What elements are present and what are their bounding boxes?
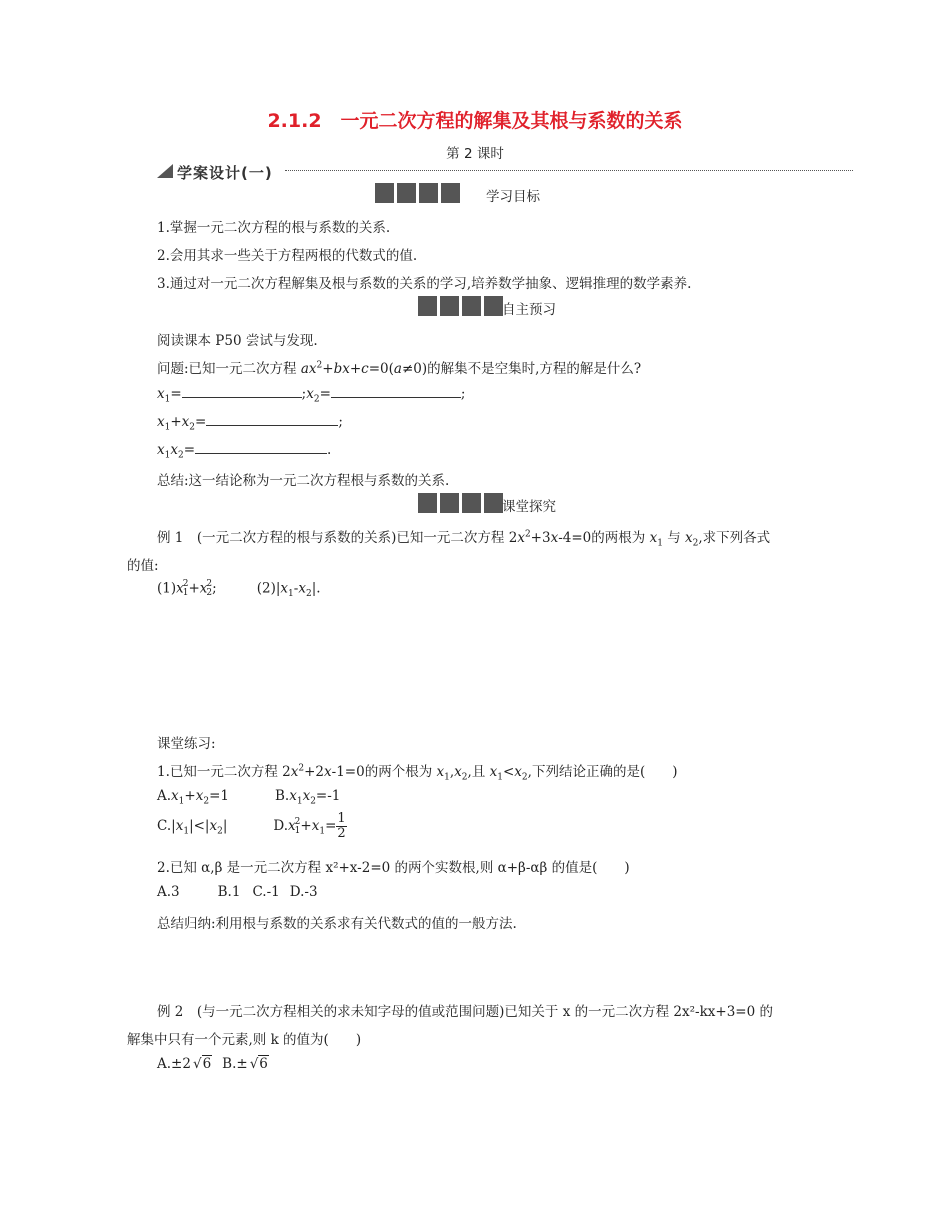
banner-dotted-line [285,170,853,171]
practice-summary: 总结归纳:利用根与系数的关系求有关代数式的值的一般方法. [157,916,517,932]
section-heading-goals [375,183,565,203]
practice-heading: 课堂练习: [157,736,216,752]
heading-block-icon [418,296,437,316]
heading-block-icon [419,183,438,203]
page-subtitle: 第 2 课时 [446,146,504,162]
section-heading-explore [418,493,578,513]
example1-line1: 例 1 (一元二次方程的根与系数的关系)已知一元二次方程 $2x^2+3x-4=0$的两根为 $x_1$ 与 $x_2$,求下列各式 [157,529,771,549]
heading-block-icon [440,296,459,316]
section-title: 学习目标 [486,189,540,205]
heading-block-icon [484,493,503,513]
heading-block-icon [484,296,503,316]
preview-summary: 总结:这一结论称为一元二次方程根与系数的关系. [157,473,450,489]
section-title: 自主预习 [502,302,556,318]
blank-product: $x_1x_2=$ . [157,442,332,461]
practice-q1-options-cd: $C.|x_1|<|x_2|$ D.x 2 1 $+x_1=$ $\frac{1}{2}$ [157,811,346,841]
preview-question: 问题:已知一元二次方程 $ax^2+bx+c=0(a\ne 0)$的解集不是空集时,方程的解是什么? [157,360,642,377]
section-banner [157,162,853,182]
fill-blank[interactable] [331,385,461,398]
heading-block-icon [440,493,459,513]
goal-item: 3.通过对一元二次方程解集及根与系数的关系的学习,培养数学抽象、逻辑推理的数学素养. [157,276,692,292]
section-heading-preview [418,296,578,316]
banner-label: 学案设计(一) [177,164,273,182]
practice-q2: 2.已知 α,β 是一元二次方程 x²+x-2=0 的两个实数根,则 α+β-αβ 的值是( ) [157,860,630,876]
blank-x1-x2: $x_1=$ $;x_2=$ ; [157,386,466,405]
banner-triangle-icon [157,164,173,178]
heading-block-icon [462,296,481,316]
heading-block-icon [441,183,460,203]
blank-sum: $x_1+x_2=$ ; [157,414,343,433]
goal-item: 1.掌握一元二次方程的根与系数的关系. [157,220,391,236]
example1-parts: (1)x 2 1 +x 2 2 ; $(2)|x_1-x_2|$. [157,579,321,600]
practice-q1: 1.已知一元二次方程 $2x^2+2x-1=0$的两个根为 $x_1,x_2$,且 $x_1<x_2$,下列结论正确的是( ) [157,763,678,783]
page-title: 2.1.2 一元二次方程的解集及其根与系数的关系 [267,110,683,132]
practice-q2-options: A.3 B.1 C.-1 D.-3 [157,884,318,900]
section-title: 课堂探究 [502,499,556,515]
heading-block-icon [375,183,394,203]
example2-line1: 例 2 (与一元二次方程相关的求未知字母的值或范围问题)已知关于 x 的一元二次方程 2x²-kx+3=0 的 [157,1004,773,1020]
practice-q1-options-ab: $A.x_1+x_2=1$ $B.x_1x_2=-1$ [157,788,341,807]
goal-item: 2.会用其求一些关于方程两根的代数式的值. [157,248,418,264]
example1-line2: 的值: [127,558,159,574]
heading-block-icon [418,493,437,513]
heading-block-icon [397,183,416,203]
fill-blank[interactable] [182,385,302,398]
fill-blank[interactable] [206,413,338,426]
heading-block-icon [462,493,481,513]
preview-read: 阅读课本 P50 尝试与发现. [157,333,318,349]
example2-options: A.±2 √6 B.± √6 [157,1056,268,1072]
example2-line2: 解集中只有一个元素,则 k 的值为( ) [127,1032,362,1048]
fill-blank[interactable] [195,441,327,454]
